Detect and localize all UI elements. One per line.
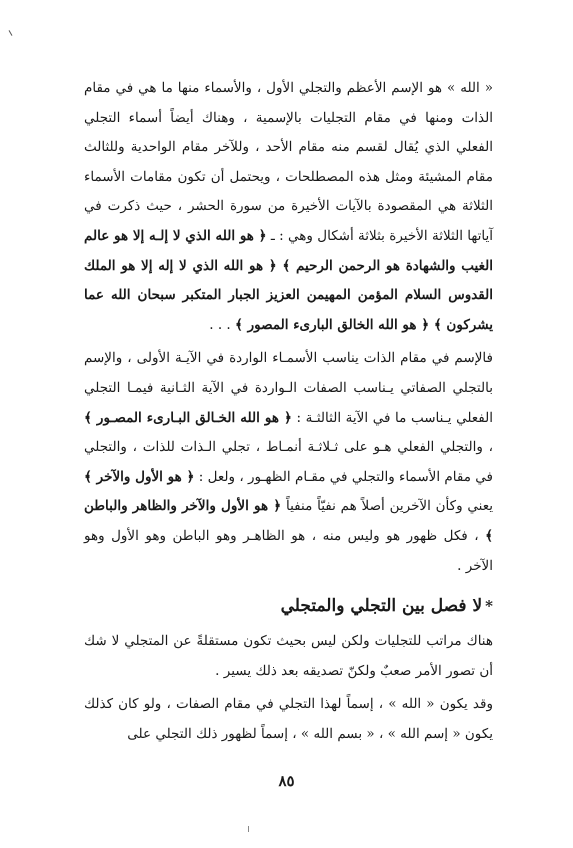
body-text: « الله » هو الإسم الأعظم والتجلي الأول ، والأسماء منها ما هي في مقام الذات ومنها في مقام التجليات بالإسمية ، وهناك أيضاً أسماء التجلي الفعلي الذي يُقال لقسم منه مقام الأحد ، وللآخر مقام الواحدية وللثالث مقام المشيئة ومثل هذه المصطلحات ، ويحتمل أن تكون مقامات الأسماء الثلاثة هي المقصودة بالآيات الأخيرة من سورة الحشر ، حيث ذكرت في آياتها الثلاثة الأخيرة بثلاثة أشكال وهي : ـ [84,80,493,244]
paragraph-4 [84,690,493,749]
quran-verse-text: ﴿ هو الله الذي لا إلـه إلا هو عالم الغيب والشهادة هو الرحمن الرحيم ﴾ ﴿ هو الله الذي لا إله إلا هو الملك القدوس السلام المؤمن المهيمن العزيز الجبار المتكبر سبحان الله عما يشركون ﴾ ﴿ هو الله الخالق البارىء المصور ﴾ [84,227,493,333]
quran-verse-text: ﴿ هو الأول والآخر والظاهر والباطن ﴾ [84,498,493,544]
body-text: وقد يكون « الله » ، إسماً لهذا التجلي في مقام الصفات ، ولو كان كذلك يكون « إسم الله » ، « بسم الله » ، إسماً لظهور ذلك التجلي على [84,696,493,742]
body-text: يعني وكأن الآخرين أصلاً هم نفيّاً منفياً [281,498,493,515]
body-text: . . . [209,316,236,333]
quran-verse-text: ﴿ هو الأول والآخر ﴾ [84,468,195,485]
body-text: ، والتجلي الفعلي هـو على ثـلاثـة أنمـاط ، تجلي الـذات للذات ، والتجلي في مقام الأسماء والتجلي في مقـام الظهـور ، ولعل : [84,439,493,485]
body-text: هناك مراتب للتجليات ولكن ليس بحيث تكون مستقلةً عن المتجلي لا شك أن تصور الأمر صعبٌ ولكنّ تصديقه بعد ذلك يسير . [84,633,493,679]
section-heading [84,589,493,623]
paragraph-3 [84,627,493,686]
heading-star: * [485,597,493,616]
heading-text: لا فصل بين التجلي والمتجلي [280,596,483,617]
page-number: ٨٥ [278,772,295,790]
body-text: فالإسم في مقام الذات يناسب الأسمـاء الواردة في الآيـة الأولى ، والإسم بالتجلي الصفاتي يـناسب الصفات الـواردة في الآية الثـانية فيمـا التجلي الفعلي يـناسب ما في الآية الثالثـة : [84,350,493,426]
paragraph-2 [84,344,493,581]
quran-verse-text: ﴿ هو الله الخـالق البـارىء المصـور ﴾ [84,409,292,426]
scan-mark-bottom [248,826,249,832]
paragraph-1 [84,74,493,340]
body-text: ، فكل ظهور هو وليس منه ، هو الظاهـر وهو الباطن وهو الأول وهو الآخر . [84,527,493,574]
